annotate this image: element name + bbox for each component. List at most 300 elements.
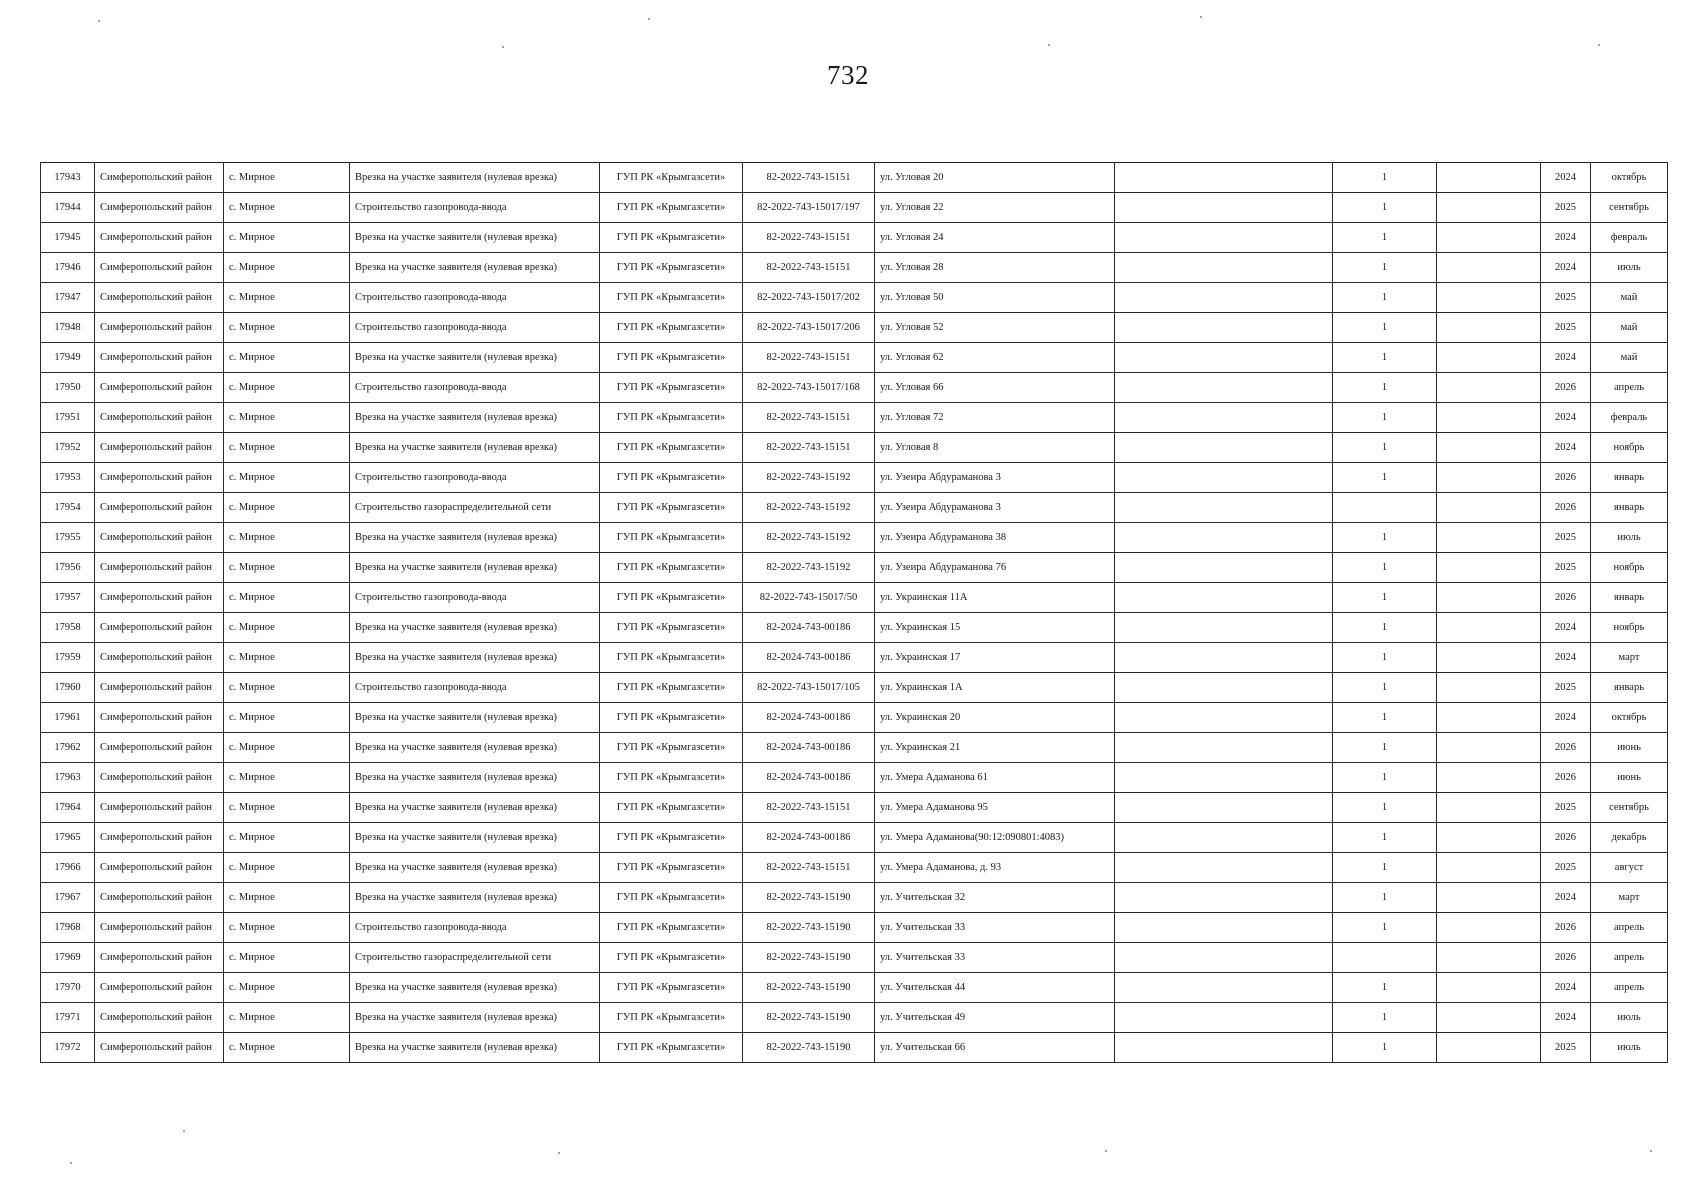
cell-registration-number: 82-2022-743-15017/197 [743,193,875,223]
cell-month: сентябрь [1591,193,1668,223]
cell-month: ноябрь [1591,553,1668,583]
cell-count: 1 [1333,733,1437,763]
cell-operator: ГУП РК «Крымгазсети» [600,943,743,973]
cell-empty [1437,793,1541,823]
cell-address: ул. Украинская 17 [875,643,1115,673]
cell-operator: ГУП РК «Крымгазсети» [600,193,743,223]
cell-number: 17970 [41,973,95,1003]
cell-empty [1115,493,1333,523]
cell-empty [1115,433,1333,463]
cell-empty [1437,403,1541,433]
cell-operator: ГУП РК «Крымгазсети» [600,403,743,433]
cell-registration-number: 82-2022-743-15192 [743,493,875,523]
cell-number: 17953 [41,463,95,493]
cell-settlement: с. Мирное [224,433,350,463]
cell-address: ул. Учительская 49 [875,1003,1115,1033]
cell-number: 17948 [41,313,95,343]
cell-empty [1437,733,1541,763]
cell-count: 1 [1333,1003,1437,1033]
cell-address: ул. Угловая 62 [875,343,1115,373]
cell-number: 17956 [41,553,95,583]
cell-year: 2024 [1541,883,1591,913]
cell-operator: ГУП РК «Крымгазсети» [600,283,743,313]
cell-count: 1 [1333,853,1437,883]
cell-operator: ГУП РК «Крымгазсети» [600,793,743,823]
table-row [41,613,1668,643]
scan-speck [502,46,504,48]
cell-operator: ГУП РК «Крымгазсети» [600,343,743,373]
cell-address: ул. Угловая 24 [875,223,1115,253]
scan-speck [1598,44,1600,46]
cell-number: 17962 [41,733,95,763]
cell-count: 1 [1333,403,1437,433]
cell-operator: ГУП РК «Крымгазсети» [600,493,743,523]
cell-number: 17952 [41,433,95,463]
cell-registration-number: 82-2022-743-15151 [743,343,875,373]
table-row [41,583,1668,613]
cell-operator: ГУП РК «Крымгазсети» [600,1033,743,1063]
cell-registration-number: 82-2022-743-15017/206 [743,313,875,343]
cell-count: 1 [1333,313,1437,343]
cell-operator: ГУП РК «Крымгазсети» [600,763,743,793]
cell-count: 1 [1333,1033,1437,1063]
cell-work-type: Врезка на участке заявителя (нулевая врезка) [350,643,600,673]
cell-registration-number: 82-2022-743-15151 [743,163,875,193]
cell-district: Симферопольский район [95,913,224,943]
cell-address: ул. Умера Адаманова 95 [875,793,1115,823]
cell-operator: ГУП РК «Крымгазсети» [600,313,743,343]
cell-address: ул. Учительская 33 [875,943,1115,973]
cell-address: ул. Учительская 33 [875,913,1115,943]
cell-operator: ГУП РК «Крымгазсети» [600,883,743,913]
cell-work-type: Врезка на участке заявителя (нулевая врезка) [350,163,600,193]
cell-count: 1 [1333,283,1437,313]
cell-count: 1 [1333,643,1437,673]
scan-speck [1048,44,1050,46]
cell-settlement: с. Мирное [224,793,350,823]
cell-month: июль [1591,253,1668,283]
cell-operator: ГУП РК «Крымгазсети» [600,823,743,853]
cell-settlement: с. Мирное [224,523,350,553]
cell-settlement: с. Мирное [224,1003,350,1033]
cell-year: 2026 [1541,373,1591,403]
cell-empty [1115,1033,1333,1063]
cell-registration-number: 82-2024-743-00186 [743,703,875,733]
cell-settlement: с. Мирное [224,643,350,673]
cell-district: Симферопольский район [95,853,224,883]
cell-empty [1437,313,1541,343]
cell-empty [1115,613,1333,643]
cell-settlement: с. Мирное [224,763,350,793]
cell-settlement: с. Мирное [224,313,350,343]
page-number: 732 [827,60,869,90]
table-row [41,733,1668,763]
cell-registration-number: 82-2022-743-15017/202 [743,283,875,313]
table-row [41,463,1668,493]
cell-district: Симферопольский район [95,763,224,793]
cell-district: Симферопольский район [95,613,224,643]
cell-operator: ГУП РК «Крымгазсети» [600,613,743,643]
cell-month: май [1591,343,1668,373]
cell-registration-number: 82-2022-743-15192 [743,523,875,553]
cell-month: октябрь [1591,703,1668,733]
cell-year: 2024 [1541,253,1591,283]
cell-month: май [1591,313,1668,343]
cell-number: 17969 [41,943,95,973]
cell-district: Симферопольский район [95,163,224,193]
cell-count: 1 [1333,433,1437,463]
cell-number: 17947 [41,283,95,313]
cell-settlement: с. Мирное [224,733,350,763]
table-row [41,193,1668,223]
cell-address: ул. Узеира Абдураманова 38 [875,523,1115,553]
cell-empty [1115,583,1333,613]
table-row [41,763,1668,793]
cell-year: 2026 [1541,763,1591,793]
cell-year: 2026 [1541,463,1591,493]
cell-address: ул. Умера Адаманова 61 [875,763,1115,793]
cell-month: март [1591,883,1668,913]
cell-number: 17957 [41,583,95,613]
cell-registration-number: 82-2022-743-15190 [743,913,875,943]
cell-work-type: Врезка на участке заявителя (нулевая врезка) [350,403,600,433]
cell-empty [1437,823,1541,853]
cell-settlement: с. Мирное [224,673,350,703]
cell-number: 17963 [41,763,95,793]
cell-month: январь [1591,463,1668,493]
cell-empty [1115,913,1333,943]
cell-registration-number: 82-2022-743-15151 [743,253,875,283]
cell-month: ноябрь [1591,433,1668,463]
cell-number: 17946 [41,253,95,283]
cell-month: апрель [1591,913,1668,943]
cell-work-type: Строительство газопровода-ввода [350,673,600,703]
cell-year: 2025 [1541,553,1591,583]
cell-number: 17943 [41,163,95,193]
cell-count: 1 [1333,463,1437,493]
cell-empty [1115,163,1333,193]
cell-district: Симферопольский район [95,253,224,283]
cell-district: Симферопольский район [95,193,224,223]
cell-district: Симферопольский район [95,703,224,733]
registry-table [40,162,1668,1063]
cell-district: Симферопольский район [95,283,224,313]
cell-address: ул. Узеира Абдураманова 3 [875,493,1115,523]
cell-empty [1115,313,1333,343]
table-row [41,853,1668,883]
cell-district: Симферопольский район [95,943,224,973]
table-row [41,793,1668,823]
cell-address: ул. Угловая 28 [875,253,1115,283]
cell-address: ул. Узеира Абдураманова 3 [875,463,1115,493]
cell-settlement: с. Мирное [224,463,350,493]
cell-work-type: Врезка на участке заявителя (нулевая врезка) [350,733,600,763]
cell-empty [1437,553,1541,583]
cell-settlement: с. Мирное [224,343,350,373]
cell-operator: ГУП РК «Крымгазсети» [600,703,743,733]
cell-address: ул. Угловая 8 [875,433,1115,463]
cell-count: 1 [1333,883,1437,913]
scan-speck [70,1162,72,1164]
cell-number: 17944 [41,193,95,223]
cell-operator: ГУП РК «Крымгазсети» [600,463,743,493]
cell-count: 1 [1333,523,1437,553]
cell-address: ул. Угловая 72 [875,403,1115,433]
cell-count [1333,493,1437,523]
cell-address: ул. Угловая 66 [875,373,1115,403]
cell-address: ул. Учительская 44 [875,973,1115,1003]
cell-year: 2024 [1541,643,1591,673]
cell-empty [1115,553,1333,583]
cell-registration-number: 82-2024-743-00186 [743,643,875,673]
table-row [41,253,1668,283]
cell-empty [1437,463,1541,493]
cell-work-type: Строительство газораспределительной сети [350,943,600,973]
cell-work-type: Врезка на участке заявителя (нулевая врезка) [350,853,600,883]
cell-month: октябрь [1591,163,1668,193]
cell-empty [1437,193,1541,223]
cell-work-type: Врезка на участке заявителя (нулевая врезка) [350,973,600,1003]
cell-settlement: с. Мирное [224,883,350,913]
cell-count: 1 [1333,913,1437,943]
cell-year: 2026 [1541,823,1591,853]
table-row [41,913,1668,943]
cell-address: ул. Угловая 22 [875,193,1115,223]
cell-empty [1437,523,1541,553]
cell-district: Симферопольский район [95,493,224,523]
cell-month: сентябрь [1591,793,1668,823]
cell-year: 2024 [1541,403,1591,433]
cell-empty [1115,733,1333,763]
cell-number: 17950 [41,373,95,403]
cell-settlement: с. Мирное [224,403,350,433]
cell-address: ул. Украинская 15 [875,613,1115,643]
cell-number: 17961 [41,703,95,733]
cell-registration-number: 82-2022-743-15151 [743,223,875,253]
cell-district: Симферопольский район [95,793,224,823]
cell-number: 17954 [41,493,95,523]
cell-empty [1115,223,1333,253]
cell-registration-number: 82-2022-743-15151 [743,853,875,883]
cell-empty [1437,1033,1541,1063]
table-row [41,973,1668,1003]
cell-empty [1115,1003,1333,1033]
cell-number: 17951 [41,403,95,433]
cell-operator: ГУП РК «Крымгазсети» [600,163,743,193]
cell-empty [1437,673,1541,703]
cell-registration-number: 82-2024-743-00186 [743,733,875,763]
cell-empty [1115,673,1333,703]
cell-registration-number: 82-2022-743-15190 [743,973,875,1003]
cell-month: апрель [1591,943,1668,973]
cell-work-type: Врезка на участке заявителя (нулевая врезка) [350,613,600,643]
cell-work-type: Строительство газопровода-ввода [350,913,600,943]
cell-empty [1115,643,1333,673]
cell-settlement: с. Мирное [224,163,350,193]
cell-number: 17971 [41,1003,95,1033]
table-row [41,643,1668,673]
cell-registration-number: 82-2022-743-15190 [743,943,875,973]
table-row [41,403,1668,433]
cell-registration-number: 82-2022-743-15190 [743,1033,875,1063]
cell-registration-number: 82-2024-743-00186 [743,823,875,853]
cell-count: 1 [1333,583,1437,613]
cell-number: 17958 [41,613,95,643]
cell-district: Симферопольский район [95,223,224,253]
cell-address: ул. Украинская 1А [875,673,1115,703]
cell-registration-number: 82-2022-743-15151 [743,403,875,433]
cell-settlement: с. Мирное [224,553,350,583]
cell-year: 2024 [1541,703,1591,733]
cell-address: ул. Учительская 32 [875,883,1115,913]
cell-settlement: с. Мирное [224,823,350,853]
cell-settlement: с. Мирное [224,913,350,943]
cell-work-type: Врезка на участке заявителя (нулевая врезка) [350,523,600,553]
cell-empty [1437,373,1541,403]
table-row [41,1033,1668,1063]
cell-month: январь [1591,583,1668,613]
cell-year: 2024 [1541,973,1591,1003]
table-row [41,433,1668,463]
cell-district: Симферопольский район [95,373,224,403]
table-row [41,373,1668,403]
cell-operator: ГУП РК «Крымгазсети» [600,973,743,1003]
cell-year: 2025 [1541,313,1591,343]
cell-year: 2026 [1541,583,1591,613]
cell-month: июль [1591,1033,1668,1063]
cell-work-type: Врезка на участке заявителя (нулевая врезка) [350,763,600,793]
cell-month: май [1591,283,1668,313]
cell-count: 1 [1333,223,1437,253]
table-row [41,943,1668,973]
cell-number: 17959 [41,643,95,673]
cell-registration-number: 82-2022-743-15151 [743,433,875,463]
cell-work-type: Строительство газопровода-ввода [350,193,600,223]
cell-empty [1437,283,1541,313]
cell-work-type: Врезка на участке заявителя (нулевая врезка) [350,223,600,253]
cell-work-type: Врезка на участке заявителя (нулевая врезка) [350,1003,600,1033]
cell-work-type: Строительство газопровода-ввода [350,313,600,343]
cell-operator: ГУП РК «Крымгазсети» [600,433,743,463]
cell-month: ноябрь [1591,613,1668,643]
scan-speck [1200,16,1202,18]
cell-work-type: Врезка на участке заявителя (нулевая врезка) [350,433,600,463]
cell-district: Симферопольский район [95,643,224,673]
cell-month: июнь [1591,733,1668,763]
cell-year: 2024 [1541,613,1591,643]
cell-district: Симферопольский район [95,583,224,613]
cell-year: 2026 [1541,913,1591,943]
cell-registration-number: 82-2022-743-15190 [743,1003,875,1033]
cell-empty [1115,703,1333,733]
table-row [41,283,1668,313]
cell-address: ул. Узеира Абдураманова 76 [875,553,1115,583]
cell-month: январь [1591,673,1668,703]
cell-work-type: Врезка на участке заявителя (нулевая врезка) [350,343,600,373]
cell-number: 17964 [41,793,95,823]
cell-registration-number: 82-2022-743-15192 [743,553,875,583]
cell-operator: ГУП РК «Крымгазсети» [600,523,743,553]
cell-registration-number: 82-2022-743-15190 [743,883,875,913]
cell-settlement: с. Мирное [224,253,350,283]
cell-month: март [1591,643,1668,673]
cell-year: 2024 [1541,163,1591,193]
cell-district: Симферопольский район [95,973,224,1003]
cell-count [1333,943,1437,973]
cell-settlement: с. Мирное [224,223,350,253]
cell-empty [1437,703,1541,733]
cell-district: Симферопольский район [95,823,224,853]
cell-year: 2025 [1541,523,1591,553]
cell-address: ул. Угловая 20 [875,163,1115,193]
cell-empty [1437,763,1541,793]
cell-empty [1115,343,1333,373]
cell-settlement: с. Мирное [224,613,350,643]
table-row [41,673,1668,703]
cell-empty [1437,253,1541,283]
cell-registration-number: 82-2022-743-15017/168 [743,373,875,403]
table-row [41,163,1668,193]
table-row [41,883,1668,913]
cell-year: 2026 [1541,493,1591,523]
cell-number: 17967 [41,883,95,913]
cell-work-type: Строительство газопровода-ввода [350,583,600,613]
cell-number: 17966 [41,853,95,883]
cell-operator: ГУП РК «Крымгазсети» [600,853,743,883]
registry-body [41,163,1668,1063]
cell-operator: ГУП РК «Крымгазсети» [600,913,743,943]
cell-number: 17945 [41,223,95,253]
cell-month: январь [1591,493,1668,523]
table-row [41,523,1668,553]
cell-month: июнь [1591,763,1668,793]
cell-month: декабрь [1591,823,1668,853]
cell-empty [1437,613,1541,643]
table-row [41,553,1668,583]
cell-district: Симферопольский район [95,1003,224,1033]
cell-empty [1115,973,1333,1003]
cell-empty [1115,193,1333,223]
cell-work-type: Врезка на участке заявителя (нулевая врезка) [350,793,600,823]
cell-address: ул. Украинская 11А [875,583,1115,613]
cell-count: 1 [1333,763,1437,793]
cell-number: 17968 [41,913,95,943]
cell-month: февраль [1591,403,1668,433]
cell-count: 1 [1333,193,1437,223]
cell-work-type: Строительство газопровода-ввода [350,283,600,313]
cell-registration-number: 82-2024-743-00186 [743,763,875,793]
cell-registration-number: 82-2024-743-00186 [743,613,875,643]
cell-district: Симферопольский район [95,343,224,373]
cell-work-type: Врезка на участке заявителя (нулевая врезка) [350,883,600,913]
cell-year: 2026 [1541,943,1591,973]
cell-empty [1115,523,1333,553]
cell-address: ул. Умера Адаманова, д. 93 [875,853,1115,883]
cell-empty [1437,583,1541,613]
cell-empty [1115,463,1333,493]
cell-empty [1115,283,1333,313]
table-row [41,1003,1668,1033]
cell-settlement: с. Мирное [224,193,350,223]
cell-address: ул. Украинская 20 [875,703,1115,733]
table-row [41,313,1668,343]
cell-count: 1 [1333,673,1437,703]
cell-empty [1115,253,1333,283]
cell-year: 2025 [1541,673,1591,703]
cell-number: 17965 [41,823,95,853]
cell-settlement: с. Мирное [224,373,350,403]
scan-speck [98,20,100,22]
